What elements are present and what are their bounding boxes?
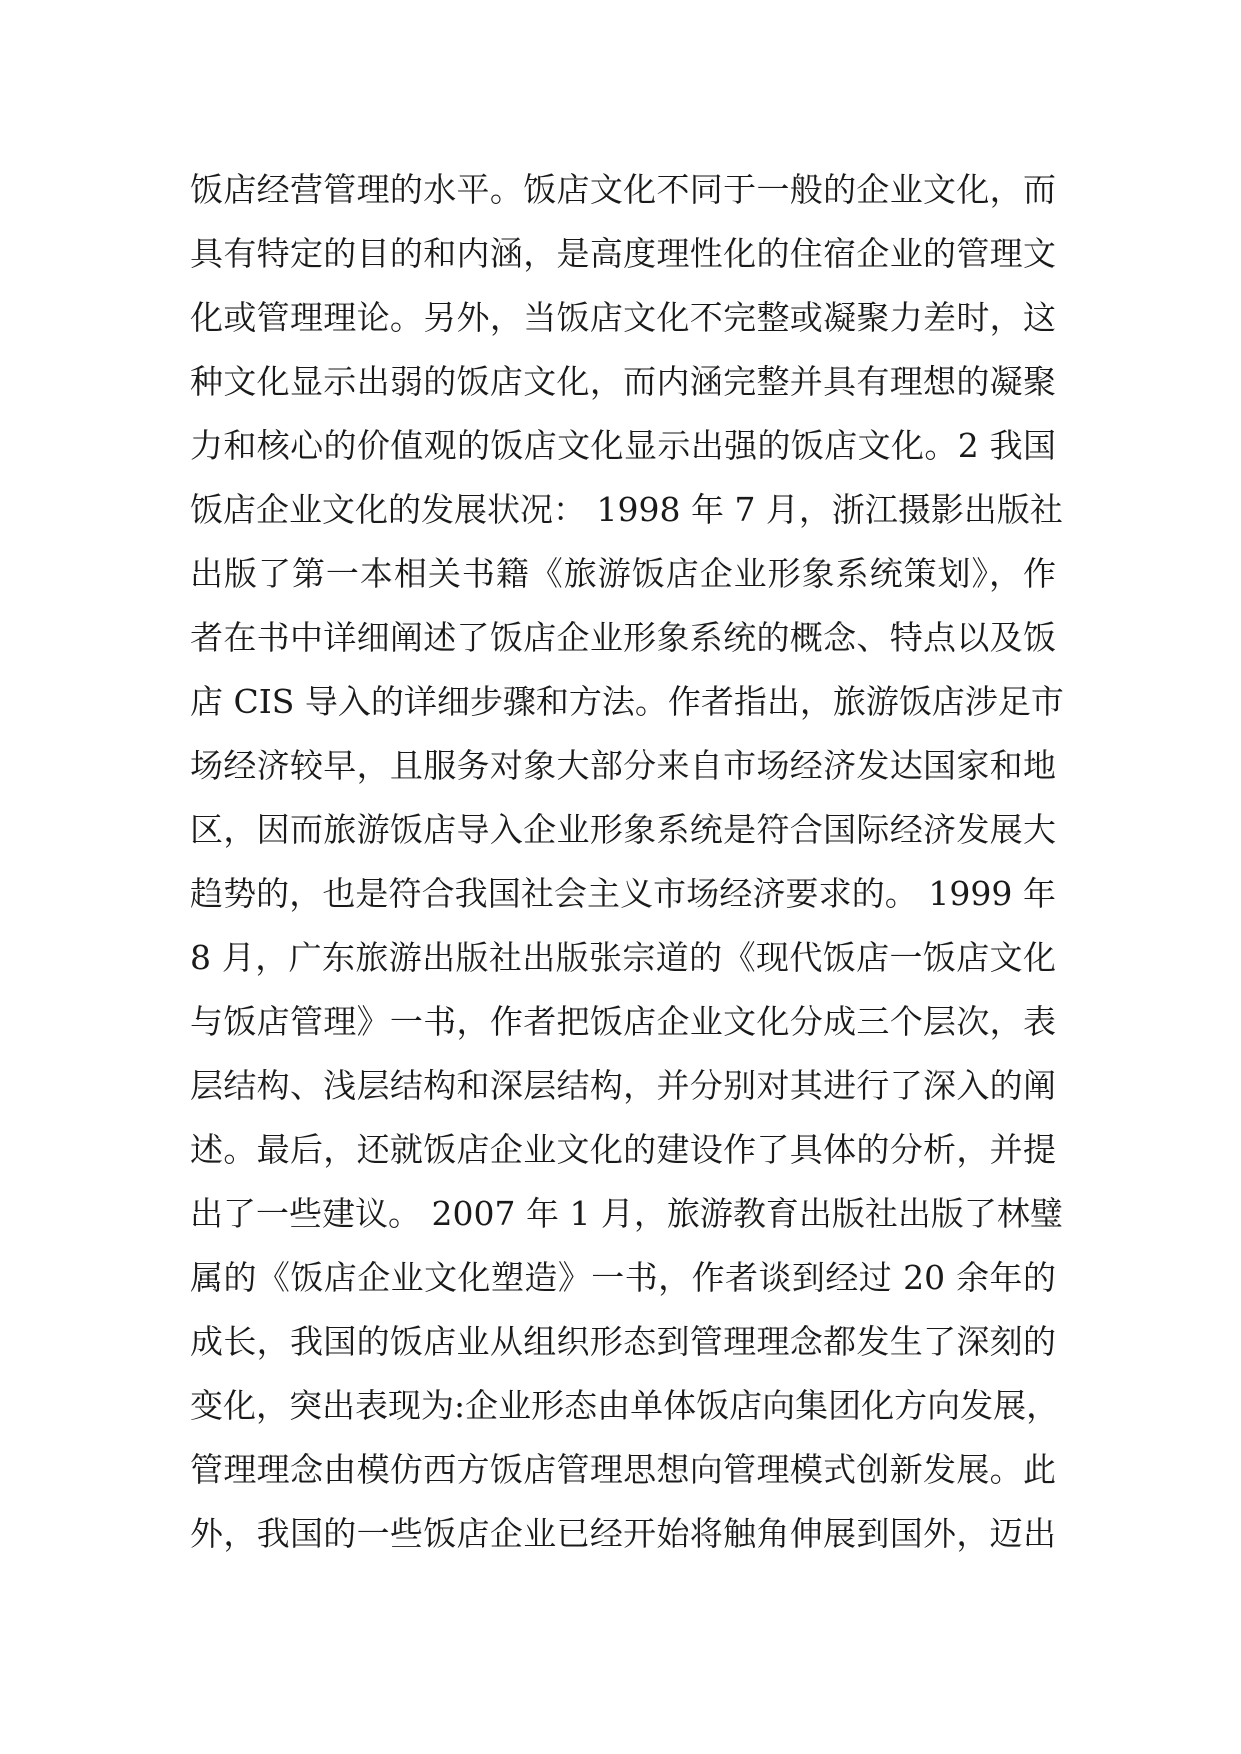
text-line: 区，因而旅游饭店导入企业形象系统是符合国际经济发展大	[190, 810, 1056, 849]
text-line: 属的《饭店企业文化塑造》一书，作者谈到经过 20 余年的	[190, 1258, 1056, 1297]
text-line: 趋势的，也是符合我国社会主义市场经济要求的。 1999 年	[190, 874, 1056, 913]
text-line: 力和核心的价值观的饭店文化显示出强的饭店文化。2 我国	[190, 426, 1056, 465]
text-line: 述。最后，还就饭店企业文化的建设作了具体的分析，并提	[190, 1130, 1056, 1169]
body-text	[190, 158, 1064, 1566]
text-line: 者在书中详细阐述了饭店企业形象系统的概念、特点以及饭	[190, 618, 1056, 657]
text-line: 成长，我国的饭店业从组织形态到管理理念都发生了深刻的	[190, 1322, 1056, 1361]
text-line: 外，我国的一些饭店企业已经开始将触角伸展到国外，迈出	[190, 1514, 1056, 1553]
text-line: 饭店企业文化的发展状况： 1998 年 7 月，浙江摄影出版社	[190, 490, 1063, 529]
text-line: 出了一些建议。 2007 年 1 月，旅游教育出版社出版了林璧	[190, 1194, 1063, 1233]
text-line: 具有特定的目的和内涵，是高度理性化的住宿企业的管理文	[190, 234, 1056, 273]
text-line: 场经济较早，且服务对象大部分来自市场经济发达国家和地	[190, 746, 1056, 785]
text-line: 化或管理理论。另外，当饭店文化不完整或凝聚力差时，这	[190, 298, 1056, 337]
text-line: 出版了第一本相关书籍《旅游饭店企业形象系统策划》，作	[190, 554, 1056, 593]
text-line: 8 月，广东旅游出版社出版张宗道的《现代饭店一饭店文化	[190, 938, 1056, 977]
text-line: 饭店经营管理的水平。饭店文化不同于一般的企业文化，而	[190, 170, 1056, 209]
text-line: 店 CIS 导入的详细步骤和方法。作者指出，旅游饭店涉足市	[190, 682, 1064, 721]
text-line: 管理理念由模仿西方饭店管理思想向管理模式创新发展。此	[190, 1450, 1056, 1489]
text-line: 层结构、浅层结构和深层结构，并分别对其进行了深入的阐	[190, 1066, 1056, 1105]
text-line: 变化，突出表现为:企业形态由单体饭店向集团化方向发展，	[190, 1386, 1060, 1425]
text-line: 种文化显示出弱的饭店文化，而内涵完整并具有理想的凝聚	[190, 362, 1056, 401]
text-line: 与饭店管理》一书，作者把饭店企业文化分成三个层次，表	[190, 1002, 1056, 1041]
